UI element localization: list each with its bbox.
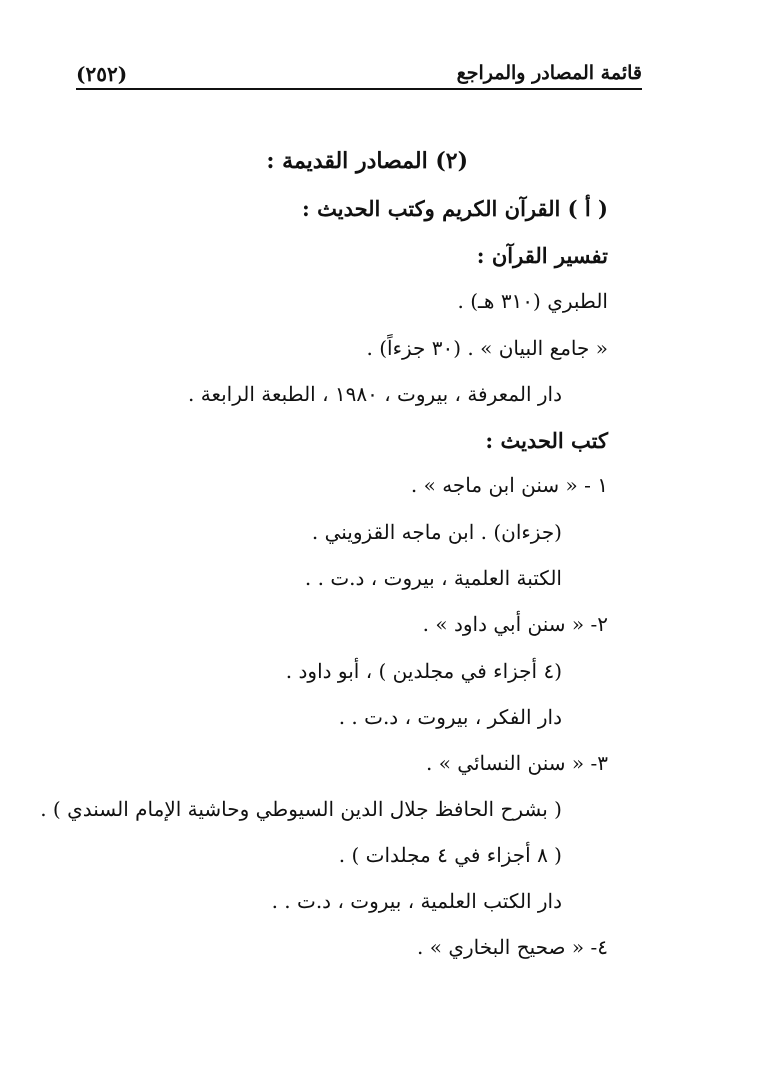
tabari-author: الطبري (٣١٠ هـ) .	[457, 289, 608, 313]
item2-title: ٢- « سنن أبي داود » .	[422, 612, 608, 636]
running-title: قائمة المصادر والمراجع	[456, 62, 642, 84]
section-heading: (٢) المصادر القديمة :	[266, 148, 468, 174]
page-number: (٢٥٢)	[76, 62, 128, 86]
item3-publisher: دار الكتب العلمية ، بيروت ، د.ت . .	[271, 889, 562, 913]
tafsir-heading: تفسير القرآن :	[476, 243, 608, 268]
item1-detail: (جزءان) . ابن ماجه القزويني .	[311, 520, 562, 544]
item3-volumes: ( ٨ أجزاء في ٤ مجلدات ) .	[338, 843, 562, 867]
item2-detail: (٤ أجزاء في مجلدين ) ، أبو داود .	[285, 659, 562, 683]
item4-title: ٤- « صحيح البخاري » .	[417, 935, 608, 959]
header-rule	[76, 88, 642, 90]
tabari-publisher: دار المعرفة ، بيروت ، ١٩٨٠ ، الطبعة الرابعة .	[188, 382, 562, 406]
hadith-heading: كتب الحديث :	[485, 428, 608, 453]
tabari-title: « جامع البيان » . (٣٠ جزءاً) .	[366, 336, 608, 360]
subsection-heading: ( أ ) القرآن الكريم وكتب الحديث :	[302, 196, 608, 221]
item2-publisher: دار الفكر ، بيروت ، د.ت . .	[338, 705, 562, 729]
item1-publisher: الكتبة العلمية ، بيروت ، د.ت . .	[304, 566, 562, 590]
item3-title: ٣- « سنن النسائي » .	[426, 751, 608, 775]
item1-title: ١ - « سنن ابن ماجه » .	[410, 473, 608, 497]
item3-commentary: ( بشرح الحافظ جلال الدين السيوطي وحاشية الإمام السندي ) .	[40, 797, 562, 821]
page-header	[76, 52, 642, 92]
